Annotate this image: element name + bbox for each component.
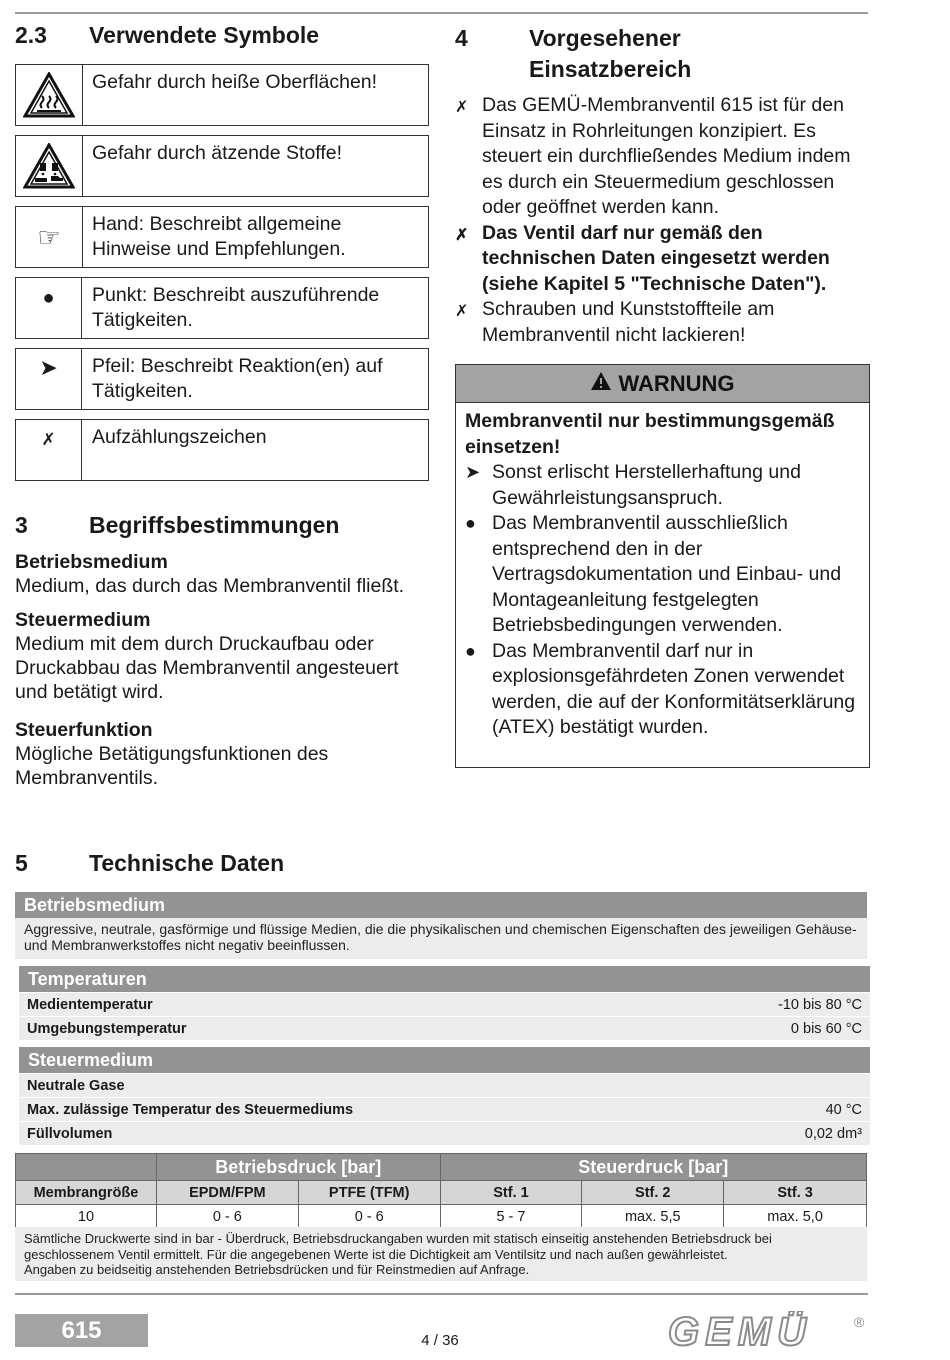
hand-pointing-icon: ☞ (16, 207, 83, 267)
bullet-point-icon: ● (465, 640, 476, 661)
section-title: Einsatzbereich (529, 56, 692, 82)
table-row (19, 1122, 870, 1146)
row-label: Füllvolumen (27, 1126, 113, 1142)
table-row (19, 1017, 870, 1041)
cross-mark-icon: ✗ (455, 226, 469, 244)
table-cell: max. 5,0 (724, 1205, 867, 1229)
row-label: Umgebungstemperatur (27, 1021, 187, 1037)
column-header: Stf. 3 (724, 1181, 867, 1205)
definition-text: Mögliche Betätigungsfunktionen des Membranventils. (15, 743, 329, 789)
cross-mark-icon: ✗ (455, 303, 469, 320)
column-header: Stf. 1 (440, 1181, 582, 1205)
bullet-point-icon: ● (465, 513, 476, 533)
list-item-text: Schrauben und Kunststoffteile am Membranventil nicht lackieren! (482, 298, 775, 346)
warning-item-text: Das Membranventil darf nur in explosionsgefährdeten Zonen verwendet werden, die auf der Konformitätserklärung (ATEX) bestätigt wurden. (492, 639, 856, 738)
warning-item-text: Das Membranventil ausschließlich entsprechend den in der Vertragsdokumentation und Einbau- und Montageanleitung festgelegten Betriebsbedingungen verwenden. (492, 512, 842, 636)
table-group-header: Betriebsdruck [bar] (156, 1154, 440, 1181)
arrow-icon: ➤ (16, 349, 82, 409)
warning-triangle-icon (590, 371, 612, 397)
section-number: 2.3 (15, 22, 47, 48)
cross-mark-icon: ✗ (455, 99, 469, 116)
section-number: 4 (455, 25, 468, 51)
column-header: PTFE (TFM) (298, 1181, 440, 1205)
definition-term: Steuermedium (15, 609, 151, 631)
top-rule (15, 12, 868, 14)
warning-box (455, 364, 870, 768)
symbol-description: Punkt: Beschreibt auszuführende Tätigkeiten. (92, 284, 380, 331)
symbol-row (15, 64, 429, 126)
row-value: 0,02 dm³ (804, 1126, 862, 1142)
definition-term: Steuerfunktion (15, 719, 153, 741)
warning-item-text: Sonst erlischt Herstellerhaftung und Gewährleistungsanspruch. (492, 461, 801, 509)
steuermedium-header: Steuermedium (19, 1047, 870, 1073)
table-group-header: Steuerdruck [bar] (440, 1154, 866, 1181)
definitions-list (15, 550, 435, 800)
bullet-point-icon: ● (16, 278, 82, 338)
symbol-description: Gefahr durch heiße Oberflächen! (92, 71, 378, 93)
section-title: Vorgesehener (529, 25, 681, 51)
symbol-row (15, 135, 429, 197)
table-cell: 0 - 6 (156, 1205, 298, 1229)
section-number: 3 (15, 512, 28, 538)
column-header: Stf. 2 (582, 1181, 724, 1205)
row-label: Medientemperatur (27, 997, 153, 1013)
product-badge: 615 (15, 1314, 148, 1347)
page-number: 4 / 36 (421, 1332, 459, 1349)
symbol-description: Aufzählungszeichen (92, 426, 267, 448)
bottom-rule (15, 1293, 868, 1295)
usage-list (455, 93, 875, 348)
table-row (19, 993, 870, 1017)
symbol-row (15, 277, 429, 339)
table-header-blank (16, 1154, 157, 1181)
row-value: 40 °C (825, 1102, 862, 1118)
table-cell: 10 (16, 1205, 157, 1229)
hot-surface-warning-icon (16, 65, 83, 125)
svg-text:®: ® (854, 1314, 865, 1330)
definition (15, 608, 435, 704)
warning-item (465, 460, 861, 511)
gemu-logo (668, 1311, 868, 1351)
temperaturen-header: Temperaturen (19, 966, 870, 992)
section-4-heading (455, 23, 691, 85)
arrow-icon: ➤ (465, 462, 481, 482)
section-title: Begriffsbestimmungen (89, 512, 340, 538)
table-row (19, 1098, 870, 1122)
symbol-description: Hand: Beschreibt allgemeine Hinweise und Empfehlungen. (92, 213, 346, 260)
row-label: Max. zulässige Temperatur des Steuermediums (27, 1102, 354, 1118)
section-3-heading (15, 512, 339, 539)
column-header: Membrangröße (16, 1181, 157, 1205)
section-2-3-heading (15, 22, 319, 49)
definition-text: Medium mit dem durch Druckaufbau oder Druckabbau das Membranventil angesteuert und betätigt wird. (15, 633, 399, 703)
warning-header (456, 365, 869, 403)
pressure-table (15, 1153, 867, 1229)
section-5-heading (15, 850, 284, 877)
table-row (19, 1074, 870, 1098)
warning-title: Membranventil nur bestimmungsgemäß einsetzen! (465, 410, 835, 458)
cross-mark-icon: ✗ (16, 420, 82, 480)
column-header: EPDM/FPM (156, 1181, 298, 1205)
symbol-row (15, 419, 429, 481)
symbol-description: Gefahr durch ätzende Stoffe! (92, 142, 343, 164)
pressure-note (15, 1227, 867, 1281)
symbol-description: Pfeil: Beschreibt Reaktion(en) auf Tätigkeiten. (92, 355, 383, 402)
definition (15, 718, 435, 790)
row-value: 0 bis 60 °C (790, 1021, 862, 1037)
note-text: Sämtliche Druckwerte sind in bar - Überdruck, Betriebsdruckangaben wurden mit statisch einseitig anstehenden Betriebsdruck bei geschlossenem Ventil ermittelt. Für die angegebenen Werte ist die Dichtigkeit am Ventilsitz und nach außen gewährleistet. (24, 1231, 772, 1262)
list-item (455, 297, 875, 348)
definition (15, 550, 435, 598)
symbol-row (15, 206, 429, 268)
betriebsmedium-header: Betriebsmedium (15, 892, 867, 918)
warning-item (465, 639, 861, 741)
section-title: Technische Daten (89, 850, 285, 876)
svg-text:GEMÜ: GEMÜ (668, 1311, 812, 1351)
corrosive-warning-icon (16, 136, 83, 196)
warning-item (465, 511, 861, 639)
table-cell: max. 5,5 (582, 1205, 724, 1229)
row-value: -10 bis 80 °C (778, 997, 862, 1013)
definition-term: Betriebsmedium (15, 551, 168, 573)
list-item (455, 93, 875, 221)
warning-body (456, 403, 869, 741)
table-cell: 5 - 7 (440, 1205, 582, 1229)
list-item (455, 221, 875, 298)
note-text: Angaben zu beidseitig anstehenden Betriebsdrücken und für Reinstmedien auf Anfrage. (24, 1262, 530, 1277)
list-item-text: Das Ventil darf nur gemäß den technischen Daten eingesetzt werden (siehe Kapitel 5 "Technische Daten"). (482, 221, 830, 295)
warning-label: WARNUNG (618, 370, 735, 396)
table-cell: 0 - 6 (298, 1205, 440, 1229)
list-item-text: Das GEMÜ-Membranventil 615 ist für den Einsatz in Rohrleitungen konzipiert. Es steuert ein durchfließendes Medium indem es durch ein Steuermedium geschlossen oder geöffnet werden kann. (482, 94, 851, 218)
symbol-row (15, 348, 429, 410)
definition-text: Medium, das durch das Membranventil fließt. (15, 575, 405, 597)
section-title: Verwendete Symbole (89, 22, 320, 48)
row-label: Neutrale Gase (27, 1078, 125, 1094)
betriebsmedium-description: Aggressive, neutrale, gasförmige und flüssige Medien, die die physikalischen und chemischen Eigenschaften des jeweiligen Gehäuse- und Membranwerkstoffes nicht negativ beeinflussen. (15, 918, 867, 959)
section-number: 5 (15, 850, 28, 876)
